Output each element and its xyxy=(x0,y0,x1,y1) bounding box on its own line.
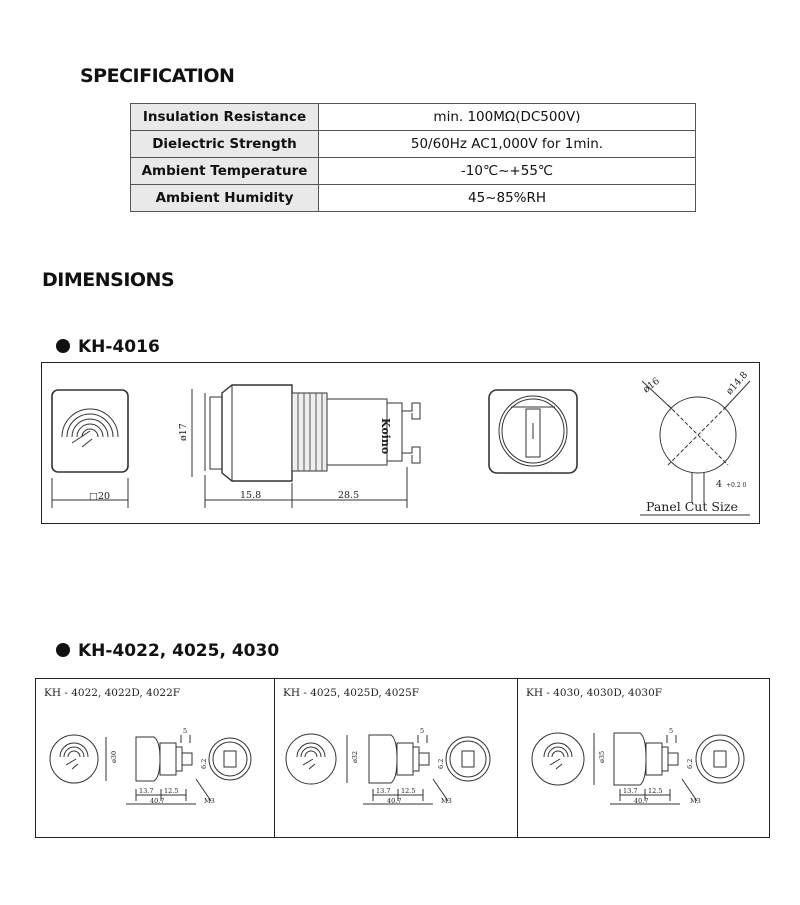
diameter-label: ø32 xyxy=(351,750,359,763)
top-dim-label: 5 xyxy=(183,727,188,735)
diameter-label: ø35 xyxy=(598,750,606,763)
spec-label: Ambient Temperature xyxy=(131,158,319,185)
spec-value: 50/60Hz AC1,000V for 1min. xyxy=(319,131,696,158)
bullet-icon xyxy=(56,339,70,353)
kh4025-drawing-svg xyxy=(275,679,517,837)
kh4022-panel xyxy=(36,679,274,837)
spec-label: Insulation Resistance xyxy=(131,104,319,131)
top-dim-label: 5 xyxy=(669,727,674,735)
cut-key-tolerance: +0.2 0 xyxy=(726,482,747,489)
specification-heading: SPECIFICATION xyxy=(80,65,235,87)
kh4022-drawing-box xyxy=(35,678,770,838)
bullet-icon xyxy=(56,643,70,657)
panel-label: KH - 4022, 4022D, 4022F xyxy=(44,687,181,699)
model-title-kh4022 xyxy=(56,641,279,661)
side-diameter-label: ø17 xyxy=(178,423,189,441)
spec-value: -10℃~+55℃ xyxy=(319,158,696,185)
kh4022-drawing-svg xyxy=(36,679,274,837)
total-len-label: 40.7 xyxy=(634,797,649,805)
spec-value: 45~85%RH xyxy=(319,185,696,212)
len-1-label: 13.7 xyxy=(376,787,391,795)
model-title-kh4016 xyxy=(56,337,160,357)
table-row xyxy=(131,131,696,158)
kh4016-drawing-svg xyxy=(42,363,759,523)
specification-table xyxy=(130,103,696,212)
side-len-2-label: 28.5 xyxy=(338,490,360,501)
top-dim-label: 5 xyxy=(420,727,425,735)
table-row xyxy=(131,185,696,212)
kh4025-panel xyxy=(275,679,517,837)
kh4030-drawing-svg xyxy=(518,679,769,837)
cut-diameter-1-label: ø16 xyxy=(641,375,662,396)
table-row xyxy=(131,104,696,131)
spec-label: Ambient Humidity xyxy=(131,185,319,212)
kh4016-drawing xyxy=(41,362,760,524)
spec-value: min. 100MΩ(DC500V) xyxy=(319,104,696,131)
thread-label: M3 xyxy=(204,797,215,805)
len-2-label: 12.5 xyxy=(648,787,663,795)
spec-label: Dielectric Strength xyxy=(131,131,319,158)
total-len-label: 40.7 xyxy=(150,797,165,805)
side-dim-label: 6.2 xyxy=(686,758,694,769)
model-title-text: KH-4022, 4025, 4030 xyxy=(78,641,280,661)
panel-cut-label: Panel Cut Size xyxy=(646,499,738,514)
len-2-label: 12.5 xyxy=(401,787,416,795)
thread-label: M3 xyxy=(690,797,701,805)
total-len-label: 40.7 xyxy=(387,797,402,805)
len-1-label: 13.7 xyxy=(623,787,638,795)
cut-key-label: 4 xyxy=(716,479,723,490)
diameter-label: ø30 xyxy=(110,750,118,763)
len-2-label: 12.5 xyxy=(164,787,179,795)
panel-cut-drawing xyxy=(640,381,750,515)
rear-view-drawing xyxy=(489,390,577,473)
dimensions-heading: DIMENSIONS xyxy=(42,269,175,291)
side-dim-label: 6.2 xyxy=(200,758,208,769)
table-row xyxy=(131,158,696,185)
panel-label: KH - 4025, 4025D, 4025F xyxy=(283,687,420,699)
side-len-1-label: 15.8 xyxy=(240,490,262,501)
thread-label: M3 xyxy=(441,797,452,805)
panel-label: KH - 4030, 4030D, 4030F xyxy=(526,687,663,699)
cut-diameter-2-label: ø14.8 xyxy=(724,369,751,398)
kh4030-panel xyxy=(518,679,769,837)
front-dim-label: □20 xyxy=(89,491,111,502)
len-1-label: 13.7 xyxy=(139,787,154,795)
side-dim-label: 6.2 xyxy=(437,758,445,769)
brand-logo-text: Koino xyxy=(379,418,392,455)
model-title-text: KH-4016 xyxy=(78,337,160,357)
